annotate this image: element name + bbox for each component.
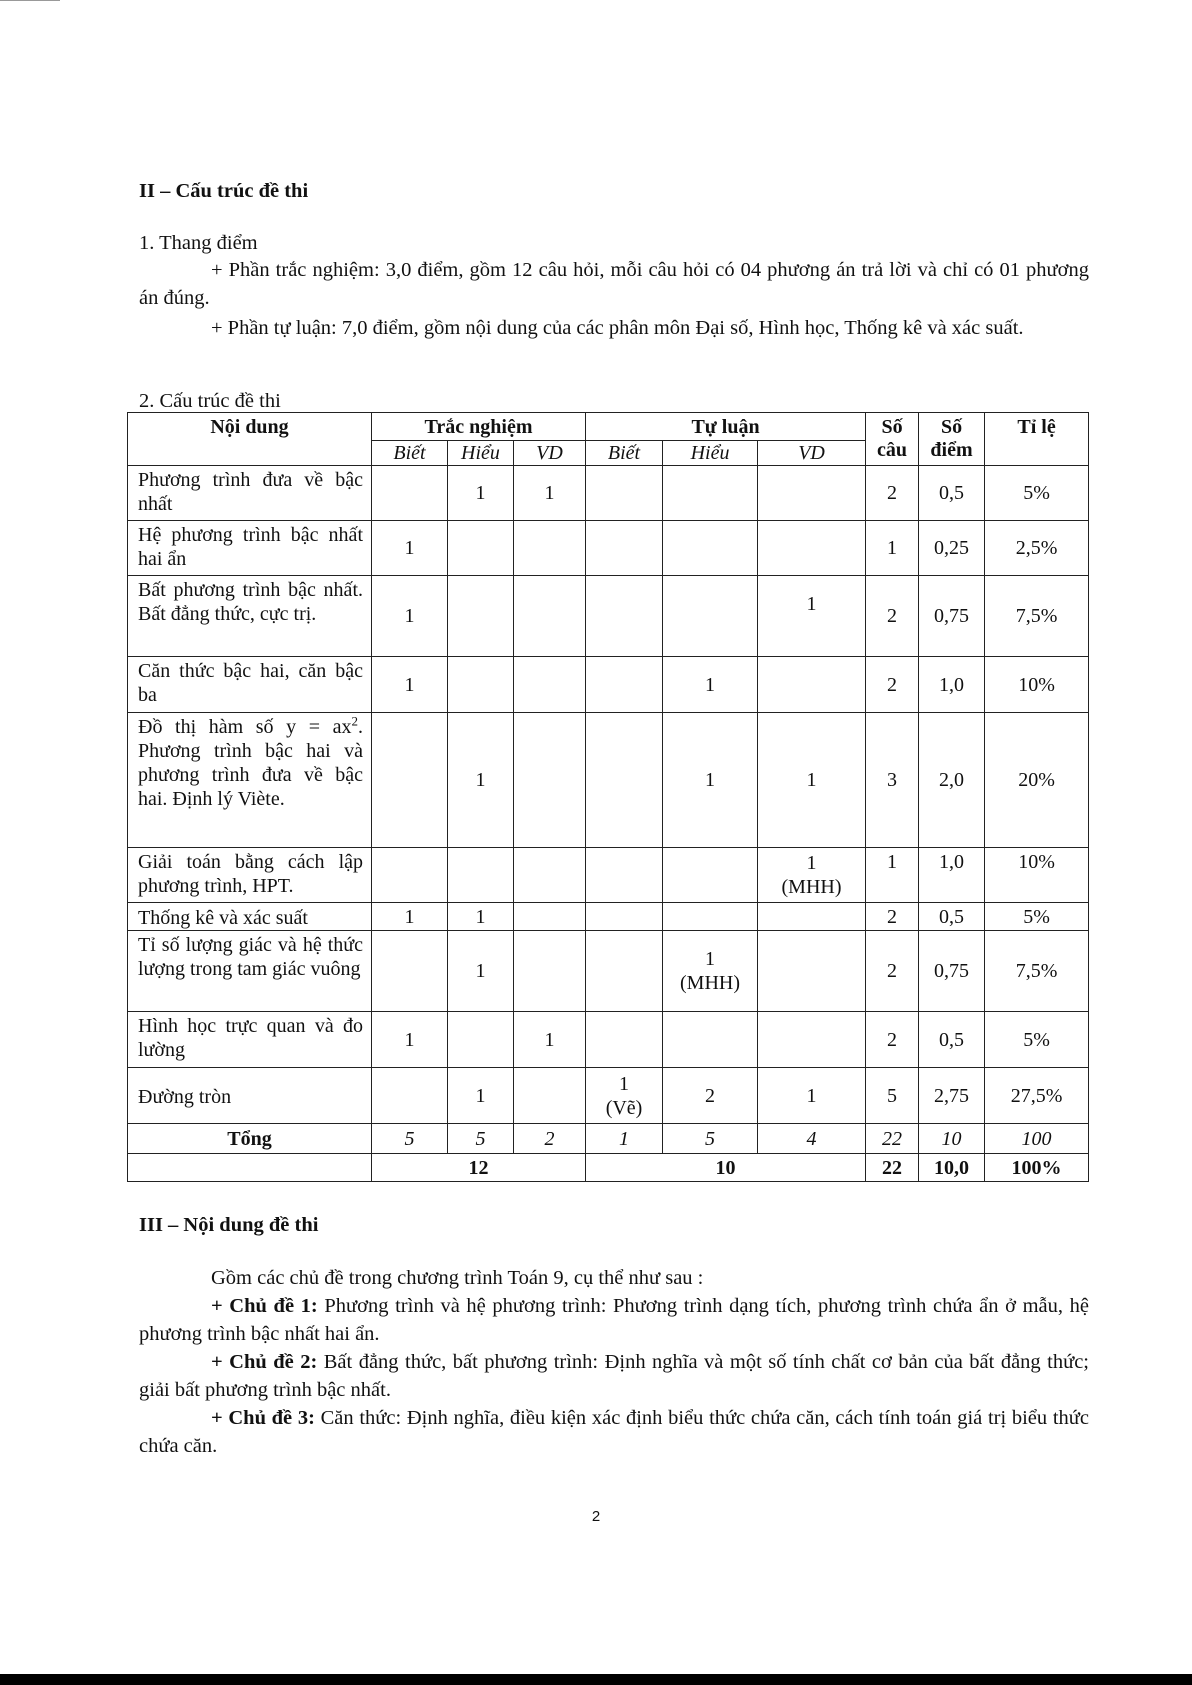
row-topic-exponent: 2 <box>351 713 358 729</box>
cell-mcq-apply <box>514 713 586 848</box>
cell-ratio: 5% <box>985 1012 1089 1068</box>
cell-essay-apply: 1 <box>758 576 866 657</box>
section-2-title: II – Cấu trúc đề thi <box>139 180 309 202</box>
cell-num-questions: 2 <box>866 466 919 521</box>
cell-essay-apply <box>758 931 866 1012</box>
cell-mcq-understand: 1 <box>448 713 514 848</box>
cell-mcq-understand <box>448 657 514 713</box>
total-num-points: 10 <box>919 1124 985 1154</box>
scan-bottom-edge <box>0 1674 1192 1685</box>
topic-3-label: + Chủ đề 3: <box>211 1407 315 1429</box>
cell-essay-know <box>586 713 663 848</box>
cell-ratio: 2,5% <box>985 521 1089 576</box>
cell-value: 1 <box>806 852 817 874</box>
summary-num-points: 10,0 <box>919 1154 985 1182</box>
total-essay-understand: 5 <box>663 1124 758 1154</box>
cell-num-points: 2,0 <box>919 713 985 848</box>
scale-essay-line: + Phần tự luận: 7,0 điểm, gồm nội dung của các phân môn Đại số, Hình học, Thống kê và xác suất. <box>211 317 1024 339</box>
table-row <box>128 848 1089 903</box>
topic-2-text: Bất đẳng thức, bất phương trình: Định nghĩa và một số tính chất cơ bản của bất đẳng thức; giải bất phương trình bậc nhất. <box>139 1351 1089 1401</box>
cell-num-points: 0,75 <box>919 576 985 657</box>
cell-essay-understand <box>663 576 758 657</box>
cell-mcq-know <box>372 1068 448 1124</box>
cell-essay-understand: 1 <box>663 657 758 713</box>
cell-mcq-know <box>372 713 448 848</box>
table-row <box>128 713 1089 848</box>
header-mcq: Trắc nghiệm <box>372 413 586 441</box>
cell-essay-understand <box>663 848 758 903</box>
cell-mcq-apply: 1 <box>514 466 586 521</box>
total-essay-know: 1 <box>586 1124 663 1154</box>
total-essay-apply: 4 <box>758 1124 866 1154</box>
cell-mcq-know: 1 <box>372 521 448 576</box>
cell-mcq-apply <box>514 848 586 903</box>
cell-essay-apply <box>758 1012 866 1068</box>
total-mcq-understand: 5 <box>448 1124 514 1154</box>
cell-essay-apply <box>758 521 866 576</box>
cell-mcq-know: 1 <box>372 657 448 713</box>
summary-num-questions: 22 <box>866 1154 919 1182</box>
row-topic: Phương trình đưa về bậc nhất <box>128 466 372 521</box>
cell-essay-know <box>586 521 663 576</box>
cell-mcq-know: 1 <box>372 576 448 657</box>
cell-num-questions: 3 <box>866 713 919 848</box>
table-row <box>128 931 1089 1012</box>
total-mcq-apply: 2 <box>514 1124 586 1154</box>
cell-mcq-know <box>372 466 448 521</box>
cell-essay-know <box>586 466 663 521</box>
cell-mcq-know <box>372 848 448 903</box>
cell-essay-apply <box>758 466 866 521</box>
cell-mcq-understand <box>448 848 514 903</box>
cell-mcq-apply <box>514 1068 586 1124</box>
scale-title: 1. Thang điểm <box>139 232 258 254</box>
summary-essay-total: 10 <box>586 1154 866 1182</box>
cell-mcq-understand: 1 <box>448 903 514 931</box>
cell-essay-know <box>586 931 663 1012</box>
cell-num-points: 0,5 <box>919 903 985 931</box>
topic-2 <box>139 1348 1089 1404</box>
cell-mcq-understand: 1 <box>448 931 514 1012</box>
row-topic-part: . Phương trình bậc hai và phương trình đưa về bậc hai. Định lý Viète. <box>138 716 363 810</box>
cell-essay-apply <box>758 903 866 931</box>
cell-mcq-understand: 1 <box>448 466 514 521</box>
cell-num-questions: 1 <box>866 521 919 576</box>
cell-essay-know <box>586 1012 663 1068</box>
cell-essay-know <box>586 657 663 713</box>
cell-num-points: 1,0 <box>919 848 985 903</box>
total-mcq-know: 5 <box>372 1124 448 1154</box>
header-content: Nội dung <box>128 413 372 466</box>
cell-num-questions: 2 <box>866 576 919 657</box>
cell-essay-apply <box>758 848 866 903</box>
cell-num-points: 0,5 <box>919 1012 985 1068</box>
summary-ratio: 100% <box>985 1154 1089 1182</box>
cell-mcq-apply <box>514 521 586 576</box>
topic-3 <box>139 1404 1089 1460</box>
cell-num-points: 0,75 <box>919 931 985 1012</box>
cell-num-questions: 2 <box>866 931 919 1012</box>
cell-essay-apply: 1 <box>758 713 866 848</box>
cell-ratio: 5% <box>985 466 1089 521</box>
cell-num-questions: 2 <box>866 1012 919 1068</box>
row-topic: Giải toán bằng cách lập phương trình, HPT. <box>128 848 372 903</box>
cell-mcq-apply <box>514 931 586 1012</box>
total-ratio: 100 <box>985 1124 1089 1154</box>
exam-structure-table <box>127 412 1089 1182</box>
cell-essay-understand <box>663 466 758 521</box>
header-row-1 <box>128 413 1089 441</box>
cell-num-points: 1,0 <box>919 657 985 713</box>
cell-num-points: 0,25 <box>919 521 985 576</box>
cell-note: (Vẽ) <box>605 1096 643 1119</box>
section-3-intro: Gồm các chủ đề trong chương trình Toán 9, cụ thể như sau : <box>211 1267 704 1289</box>
cell-mcq-understand <box>448 1012 514 1068</box>
scan-edge-mark <box>0 0 60 1</box>
header-essay-know: Biết <box>586 441 663 466</box>
topic-3-text: Căn thức: Định nghĩa, điều kiện xác định biểu thức chứa căn, cách tính toán giá trị biểu thức chứa căn. <box>139 1407 1089 1457</box>
header-essay: Tự luận <box>586 413 866 441</box>
row-topic: Căn thức bậc hai, căn bậc ba <box>128 657 372 713</box>
page-number: 2 <box>591 1508 601 1525</box>
row-topic: Thống kê và xác suất <box>128 903 372 931</box>
cell-essay-know <box>586 1068 663 1124</box>
header-num-questions: Số câu <box>866 413 919 466</box>
cell-mcq-apply: 1 <box>514 1012 586 1068</box>
table-row <box>128 657 1089 713</box>
cell-num-points: 0,5 <box>919 466 985 521</box>
header-mcq-understand: Hiểu <box>448 441 514 466</box>
cell-mcq-apply <box>514 576 586 657</box>
section-3-title: III – Nội dung đề thi <box>139 1214 319 1236</box>
cell-mcq-know: 1 <box>372 903 448 931</box>
cell-value: 1 <box>705 948 716 970</box>
cell-num-questions: 2 <box>866 903 919 931</box>
cell-essay-understand <box>663 1012 758 1068</box>
cell-ratio: 20% <box>985 713 1089 848</box>
topic-1-label: + Chủ đề 1: <box>211 1295 318 1317</box>
cell-essay-understand: 2 <box>663 1068 758 1124</box>
table-row <box>128 576 1089 657</box>
cell-ratio: 10% <box>985 848 1089 903</box>
cell-ratio: 27,5% <box>985 1068 1089 1124</box>
scale-mcq-line: + Phần trắc nghiệm: 3,0 điểm, gồm 12 câu hỏi, mỗi câu hỏi có 04 phương án trả lời và chỉ có 01 phương án đúng. <box>139 259 1089 309</box>
structure-title: 2. Cấu trúc đề thi <box>139 390 281 412</box>
cell-essay-know <box>586 576 663 657</box>
cell-essay-know <box>586 848 663 903</box>
total-label: Tổng <box>128 1124 372 1154</box>
table-row <box>128 466 1089 521</box>
cell-essay-understand: 1 <box>663 713 758 848</box>
topic-2-label: + Chủ đề 2: <box>211 1351 318 1373</box>
row-topic-part: Đồ thị hàm số y = ax <box>138 716 352 738</box>
table-row <box>128 1068 1089 1124</box>
cell-note: (MHH) <box>781 876 842 898</box>
table-row <box>128 521 1089 576</box>
cell-ratio: 7,5% <box>985 931 1089 1012</box>
cell-ratio: 10% <box>985 657 1089 713</box>
summary-row <box>128 1154 1089 1182</box>
cell-num-questions: 1 <box>866 848 919 903</box>
total-num-questions: 22 <box>866 1124 919 1154</box>
cell-value: 1 <box>619 1072 630 1095</box>
cell-mcq-know: 1 <box>372 1012 448 1068</box>
total-row <box>128 1124 1089 1154</box>
cell-essay-understand <box>663 931 758 1012</box>
row-topic: Bất phương trình bậc nhất. Bất đẳng thức, cực trị. <box>128 576 372 657</box>
row-topic: Hình học trực quan và đo lường <box>128 1012 372 1068</box>
header-essay-understand: Hiểu <box>663 441 758 466</box>
cell-essay-apply: 1 <box>758 1068 866 1124</box>
cell-mcq-apply <box>514 657 586 713</box>
summary-blank <box>128 1154 372 1182</box>
table-row <box>128 903 1089 931</box>
cell-mcq-know <box>372 931 448 1012</box>
topic-1 <box>139 1292 1089 1348</box>
topic-1-text: Phương trình và hệ phương trình: Phương trình dạng tích, phương trình chứa ẩn ở mẫu, hệ phương trình bậc nhất hai ẩn. <box>139 1295 1089 1345</box>
row-topic: Hệ phương trình bậc nhất hai ẩn <box>128 521 372 576</box>
cell-num-questions: 2 <box>866 657 919 713</box>
cell-note: (MHH) <box>680 972 741 994</box>
cell-num-points: 2,75 <box>919 1068 985 1124</box>
cell-essay-apply <box>758 657 866 713</box>
header-ratio: Tỉ lệ <box>985 413 1089 466</box>
cell-ratio: 5% <box>985 903 1089 931</box>
table-row <box>128 1012 1089 1068</box>
cell-essay-understand <box>663 521 758 576</box>
header-essay-apply: VD <box>758 441 866 466</box>
row-topic: Tỉ số lượng giác và hệ thức lượng trong tam giác vuông <box>128 931 372 1012</box>
header-mcq-apply: VD <box>514 441 586 466</box>
row-topic <box>128 713 372 848</box>
cell-essay-know <box>586 903 663 931</box>
cell-mcq-understand: 1 <box>448 1068 514 1124</box>
cell-mcq-understand <box>448 521 514 576</box>
cell-mcq-apply <box>514 903 586 931</box>
summary-mcq-total: 12 <box>372 1154 586 1182</box>
cell-num-questions: 5 <box>866 1068 919 1124</box>
cell-essay-understand <box>663 903 758 931</box>
cell-mcq-understand <box>448 576 514 657</box>
cell-ratio: 7,5% <box>985 576 1089 657</box>
header-num-points: Số điểm <box>919 413 985 466</box>
row-topic: Đường tròn <box>128 1068 372 1124</box>
header-mcq-know: Biết <box>372 441 448 466</box>
